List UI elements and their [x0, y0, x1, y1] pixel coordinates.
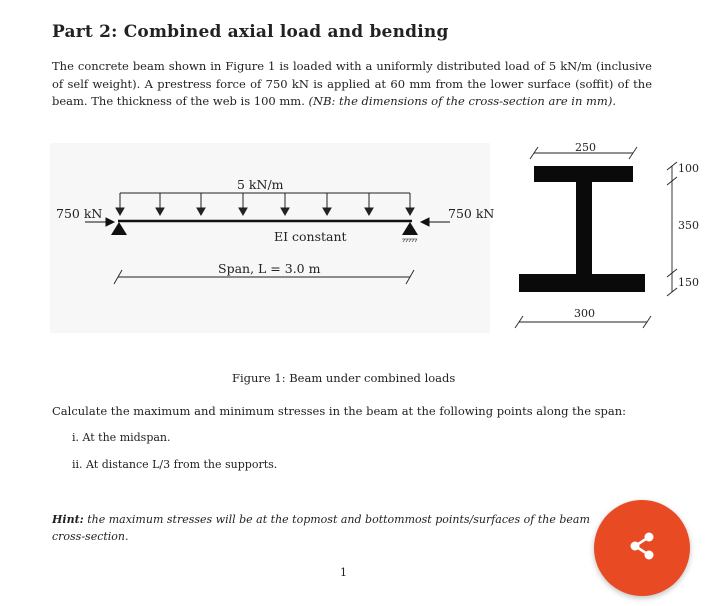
top-width-label: 250: [575, 141, 596, 154]
height-dimension: [667, 162, 677, 296]
udl-label: 5 kN/m: [237, 177, 284, 192]
hint: [52, 511, 612, 545]
question-list: [72, 431, 277, 485]
problem-statement: [52, 58, 652, 111]
problem-text: The concrete beam shown in Figure 1 is loaded with a uniformly distributed load of 5 kN/m (inclusive of self weight). A prestress force of 750 kN is applied at 60 mm from the lower surface (soffit) of the beam. The thickness of the web is 100 mm.: [52, 59, 652, 108]
bottom-width-label: 300: [574, 307, 595, 320]
bottom-flange-label: 150: [678, 276, 699, 289]
section-title: Part 2: Combined axial load and bending: [52, 22, 449, 42]
hint-text: the maximum stresses will be at the topmost and bottommost points/surfaces of the beam cross-section.: [52, 513, 590, 543]
page-number: 1: [340, 566, 347, 579]
web-height-label: 350: [678, 219, 699, 232]
figure-caption: Figure 1: Beam under combined loads: [232, 371, 456, 385]
right-prestress-arrow: [421, 218, 450, 226]
figure-1: [0, 130, 720, 360]
span-label: Span, L = 3.0 m: [218, 261, 321, 276]
question-text: Calculate the maximum and minimum stresses in the beam at the following points along the span:: [52, 404, 627, 418]
right-force-label: 750 kN: [448, 206, 495, 221]
share-icon: [625, 529, 659, 567]
left-support: [111, 222, 127, 235]
list-item: i. At the midspan.: [72, 431, 171, 444]
share-button[interactable]: [594, 500, 690, 596]
left-force-label: 750 kN: [56, 206, 103, 221]
list-item: ii. At distance L/3 from the supports.: [72, 458, 278, 471]
roller-hatch: [402, 239, 417, 242]
i-section: [519, 166, 645, 292]
hint-label: Hint:: [52, 513, 84, 526]
dimension-note: (NB: the dimensions of the cross-section are in mm).: [308, 94, 616, 108]
stiffness-label: EI constant: [274, 229, 347, 244]
top-flange-label: 100: [678, 162, 699, 175]
right-support: [402, 222, 418, 235]
udl-arrows: [116, 193, 414, 215]
